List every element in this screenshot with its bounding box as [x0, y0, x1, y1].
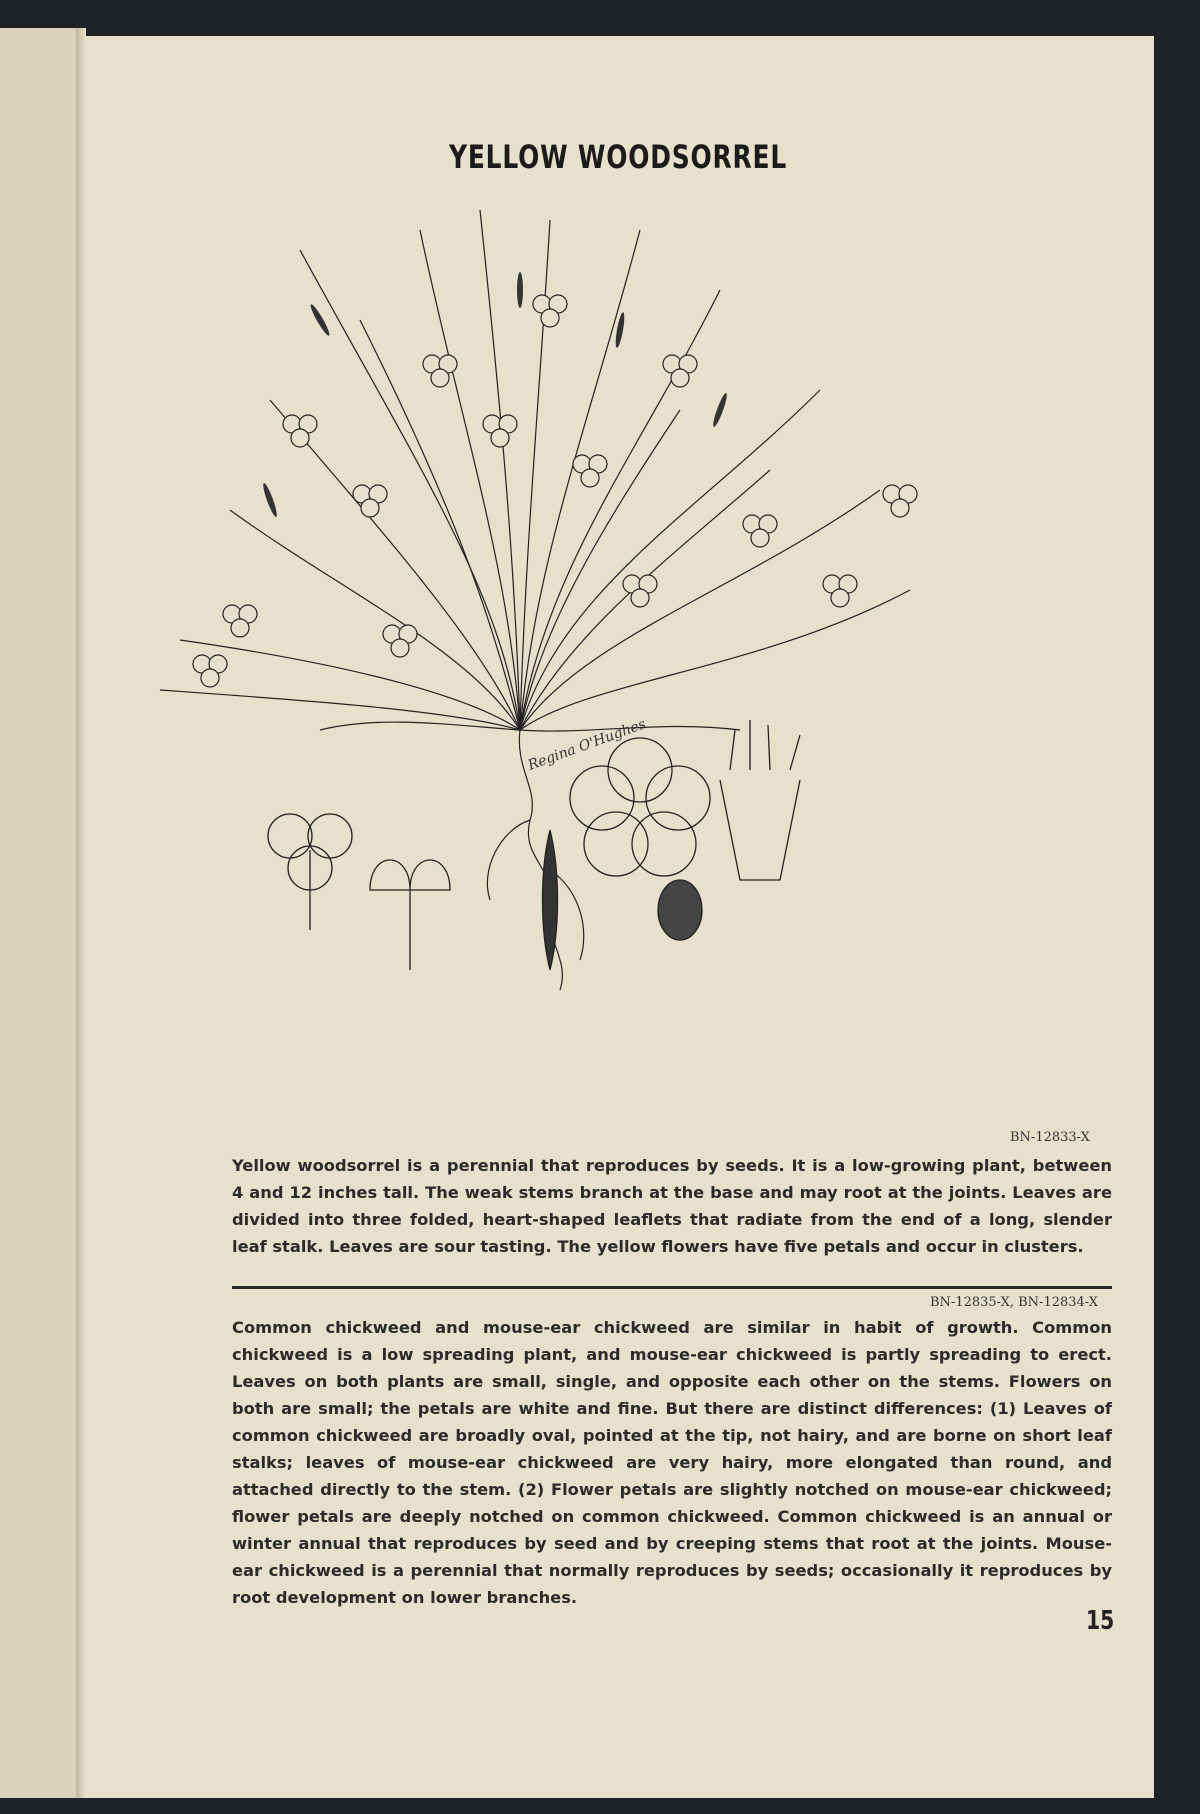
page-sheet — [82, 36, 1154, 1798]
page-title: YELLOW WOODSORREL — [448, 138, 788, 176]
woodsorrel-description: Yellow woodsorrel is a perennial that reproduces by seeds. It is a low-growing plant, between 4 and 12 inches tall. The weak stems branch at the base and may root at the joints. Leaves are divided into three folded, heart-shaped leaflets that radiate from the end of a long, slender leaf stalk. Leaves are sour tasting. The yellow flowers have five petals and occur in clusters. — [232, 1156, 1112, 1256]
facing-page-edge — [0, 28, 82, 1798]
figure-code-2: BN-12835-X, BN-12834-X — [930, 1295, 1098, 1310]
page-gutter — [76, 28, 86, 1798]
chickweed-description: Common chickweed and mouse-ear chickweed are similar in habit of growth. Common chickweed is a low spreading plant, and mouse-ear chickweed is partly spreading to erect. Leaves on both plants are small, single, and opposite each other on the stems. Flowers on both are small; the petals are white and fine. But there are distinct differences: (1) Leaves of common chickweed are broadly oval, pointed at the tip, not hairy, and are borne on short leaf stalks; leaves of mouse-ear chickweed are very hairy, more elongated than round, and attached directly to the stem. (2) Flower petals are slightly notched on mouse-ear chickweed; flower petals are deeply notched on common chickweed. Common chickweed is an annual or winter annual that reproduces by seed and by creeping stems that root at the joints. Mouse-ear chickweed is a perennial that normally reproduces by seeds; occasionally it reproduces by root development on lower branches. — [232, 1318, 1112, 1607]
seed-pods — [261, 272, 729, 518]
artist-signature: Regina O'Hughes — [525, 716, 648, 774]
figure-code-1: BN-12833-X — [1010, 1130, 1090, 1145]
section-divider — [232, 1286, 1112, 1289]
page-number: 15 — [1086, 1606, 1115, 1636]
plant-illustration — [120, 170, 1040, 1110]
leaflet-clusters — [193, 295, 917, 687]
plant-stems — [160, 210, 910, 990]
